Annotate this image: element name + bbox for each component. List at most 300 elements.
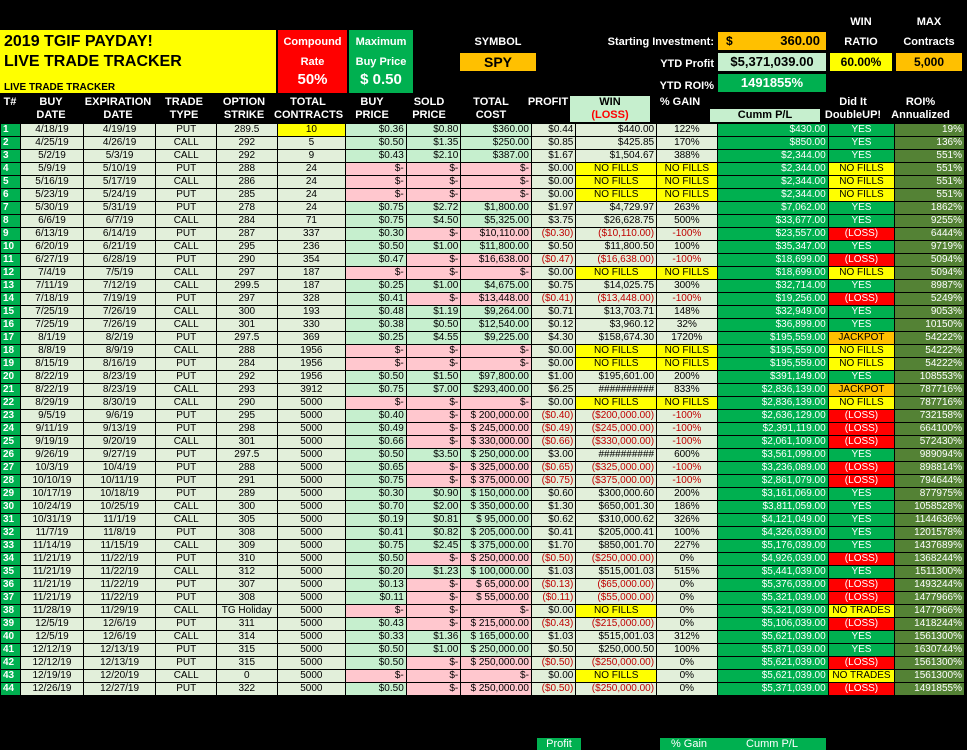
- cell[interactable]: 315: [217, 657, 278, 670]
- cell[interactable]: 136%: [895, 137, 965, 150]
- cell[interactable]: PUT: [156, 657, 217, 670]
- cell[interactable]: 7: [1, 202, 21, 215]
- cell[interactable]: ##########: [576, 449, 657, 462]
- cell[interactable]: $515,001.03: [576, 566, 657, 579]
- cell[interactable]: 11/28/19: [21, 605, 84, 618]
- cell[interactable]: 300: [217, 501, 278, 514]
- cell[interactable]: $-: [406, 423, 461, 436]
- cell[interactable]: $5,371,039.00: [717, 683, 828, 696]
- cell[interactable]: $0.90: [406, 488, 461, 501]
- cell[interactable]: 9/6/19: [83, 410, 156, 423]
- cell[interactable]: $0.62: [531, 514, 575, 527]
- cell[interactable]: $293,400.00: [461, 384, 532, 397]
- cell[interactable]: $19,256.00: [717, 293, 828, 306]
- cell[interactable]: 0%: [657, 683, 718, 696]
- cell[interactable]: YES: [828, 527, 895, 540]
- cell[interactable]: PUT: [156, 579, 217, 592]
- cell[interactable]: 311: [217, 618, 278, 631]
- table-row[interactable]: [1, 436, 965, 449]
- cell[interactable]: 297: [217, 267, 278, 280]
- cell[interactable]: 11/8/19: [83, 527, 156, 540]
- table-row[interactable]: [1, 202, 965, 215]
- cell[interactable]: $32,714.00: [717, 280, 828, 293]
- cell[interactable]: 5/10/19: [83, 163, 156, 176]
- cell[interactable]: -100%: [657, 293, 718, 306]
- cell[interactable]: 310: [217, 553, 278, 566]
- cell[interactable]: 10/18/19: [83, 488, 156, 501]
- cell[interactable]: 187: [277, 267, 346, 280]
- cell[interactable]: 5000: [277, 618, 346, 631]
- cell[interactable]: NO FILLS: [576, 189, 657, 202]
- cell[interactable]: $3,561,099.00: [717, 449, 828, 462]
- cell[interactable]: 187: [277, 280, 346, 293]
- table-row[interactable]: [1, 553, 965, 566]
- cell[interactable]: 8/8/19: [21, 345, 84, 358]
- cell[interactable]: $35,347.00: [717, 241, 828, 254]
- cell[interactable]: 11/7/19: [21, 527, 84, 540]
- cell[interactable]: 1493244%: [895, 579, 965, 592]
- cell[interactable]: 24: [277, 189, 346, 202]
- cell[interactable]: 299.5: [217, 280, 278, 293]
- cell[interactable]: 4: [1, 163, 21, 176]
- cell[interactable]: 1: [1, 124, 21, 137]
- cell[interactable]: 40: [1, 631, 21, 644]
- cell[interactable]: $0.75: [346, 215, 407, 228]
- cell[interactable]: $1.03: [531, 631, 575, 644]
- cell[interactable]: NO FILLS: [576, 358, 657, 371]
- table-row[interactable]: [1, 670, 965, 683]
- max-contracts-value[interactable]: 5,000: [896, 53, 962, 71]
- cell[interactable]: 284: [217, 358, 278, 371]
- cell[interactable]: -100%: [657, 410, 718, 423]
- cell[interactable]: NO FILLS: [657, 358, 718, 371]
- cell[interactable]: 5000: [277, 657, 346, 670]
- cell[interactable]: 11/22/19: [83, 553, 156, 566]
- cell[interactable]: CALL: [156, 345, 217, 358]
- cell[interactable]: $1.36: [406, 631, 461, 644]
- cell[interactable]: $0.49: [346, 423, 407, 436]
- cell[interactable]: 32: [1, 527, 21, 540]
- cell[interactable]: -100%: [657, 475, 718, 488]
- cell[interactable]: 292: [217, 150, 278, 163]
- cell[interactable]: 5000: [277, 475, 346, 488]
- table-row[interactable]: [1, 189, 965, 202]
- cell[interactable]: 0%: [657, 579, 718, 592]
- cell[interactable]: 328: [277, 293, 346, 306]
- cell[interactable]: 877975%: [895, 488, 965, 501]
- cell[interactable]: $0.43: [346, 618, 407, 631]
- cell[interactable]: $0.82: [406, 527, 461, 540]
- cell[interactable]: $13,448.00: [461, 293, 532, 306]
- cell[interactable]: ($0.65): [531, 462, 575, 475]
- cell[interactable]: 0%: [657, 657, 718, 670]
- cell[interactable]: $0.50: [346, 137, 407, 150]
- cell[interactable]: $ 100,000.00: [461, 566, 532, 579]
- cell[interactable]: PUT: [156, 163, 217, 176]
- cell[interactable]: PUT: [156, 462, 217, 475]
- cell[interactable]: 11/15/19: [83, 540, 156, 553]
- cell[interactable]: CALL: [156, 176, 217, 189]
- table-row[interactable]: [1, 527, 965, 540]
- cell[interactable]: (LOSS): [828, 475, 895, 488]
- cell[interactable]: $0.75: [346, 202, 407, 215]
- cell[interactable]: $2,061,109.00: [717, 436, 828, 449]
- cell[interactable]: 28: [1, 475, 21, 488]
- cell[interactable]: 12: [1, 267, 21, 280]
- cell[interactable]: ($0.50): [531, 657, 575, 670]
- cell[interactable]: 236: [277, 241, 346, 254]
- cell[interactable]: 6/21/19: [83, 241, 156, 254]
- cell[interactable]: 34: [1, 553, 21, 566]
- cell[interactable]: $-: [406, 462, 461, 475]
- cell[interactable]: 193: [277, 306, 346, 319]
- cell[interactable]: 0%: [657, 605, 718, 618]
- cell[interactable]: JACKPOT: [828, 332, 895, 345]
- cell[interactable]: $440.00: [576, 124, 657, 137]
- cell[interactable]: 8/16/19: [83, 358, 156, 371]
- cell[interactable]: 284: [217, 215, 278, 228]
- cell[interactable]: 388%: [657, 150, 718, 163]
- cell[interactable]: 7/5/19: [83, 267, 156, 280]
- cell[interactable]: 5000: [277, 540, 346, 553]
- cell[interactable]: PUT: [156, 228, 217, 241]
- cell[interactable]: 12/12/19: [21, 657, 84, 670]
- cell[interactable]: 41: [1, 644, 21, 657]
- table-row[interactable]: [1, 475, 965, 488]
- cell[interactable]: $ 55,000.00: [461, 592, 532, 605]
- cell[interactable]: 1144636%: [895, 514, 965, 527]
- cell[interactable]: 9/19/19: [21, 436, 84, 449]
- cell[interactable]: ($0.47): [531, 254, 575, 267]
- cell[interactable]: 11/21/19: [21, 592, 84, 605]
- cell[interactable]: 297.5: [217, 332, 278, 345]
- cell[interactable]: $5,321,039.00: [717, 592, 828, 605]
- cell[interactable]: $195,559.00: [717, 345, 828, 358]
- cell[interactable]: $1.19: [406, 306, 461, 319]
- cell[interactable]: $850,001.70: [576, 540, 657, 553]
- cell[interactable]: 19%: [895, 124, 965, 137]
- cell[interactable]: $0.85: [531, 137, 575, 150]
- cell[interactable]: $0.25: [346, 280, 407, 293]
- cell[interactable]: $-: [406, 397, 461, 410]
- cell[interactable]: $2,391,119.00: [717, 423, 828, 436]
- table-row[interactable]: [1, 267, 965, 280]
- cell[interactable]: 22: [1, 397, 21, 410]
- cell[interactable]: 308: [217, 527, 278, 540]
- cell[interactable]: $515,001.03: [576, 631, 657, 644]
- cell[interactable]: 326%: [657, 514, 718, 527]
- cell[interactable]: ($0.11): [531, 592, 575, 605]
- cell[interactable]: $0.41: [531, 527, 575, 540]
- cell[interactable]: 12/12/19: [21, 644, 84, 657]
- cell[interactable]: YES: [828, 306, 895, 319]
- cell[interactable]: YES: [828, 280, 895, 293]
- table-row[interactable]: [1, 618, 965, 631]
- cell[interactable]: $5,621,039.00: [717, 657, 828, 670]
- cell[interactable]: $7.00: [406, 384, 461, 397]
- cell[interactable]: $-: [461, 397, 532, 410]
- cell[interactable]: 7/4/19: [21, 267, 84, 280]
- table-row[interactable]: [1, 488, 965, 501]
- cell[interactable]: $0.20: [346, 566, 407, 579]
- cell[interactable]: ($16,638.00): [576, 254, 657, 267]
- cell[interactable]: -100%: [657, 436, 718, 449]
- cell[interactable]: 572430%: [895, 436, 965, 449]
- cell[interactable]: 0%: [657, 592, 718, 605]
- cell[interactable]: 12/19/19: [21, 670, 84, 683]
- cell[interactable]: $-: [346, 397, 407, 410]
- cell[interactable]: NO FILLS: [576, 605, 657, 618]
- cell[interactable]: 0%: [657, 670, 718, 683]
- table-row[interactable]: [1, 215, 965, 228]
- cell[interactable]: $-: [406, 436, 461, 449]
- cell[interactable]: 24: [277, 176, 346, 189]
- table-row[interactable]: [1, 280, 965, 293]
- cell[interactable]: $0.43: [346, 150, 407, 163]
- cell[interactable]: 5000: [277, 566, 346, 579]
- cell[interactable]: 1477966%: [895, 592, 965, 605]
- cell[interactable]: $1.03: [531, 566, 575, 579]
- cell[interactable]: 307: [217, 579, 278, 592]
- cell[interactable]: $387.00: [461, 150, 532, 163]
- cell[interactable]: $ 215,000.00: [461, 618, 532, 631]
- cell[interactable]: $5,871,039.00: [717, 644, 828, 657]
- cell[interactable]: 10/24/19: [21, 501, 84, 514]
- cell[interactable]: $250,000.50: [576, 644, 657, 657]
- cell[interactable]: 551%: [895, 163, 965, 176]
- cell[interactable]: 286: [217, 176, 278, 189]
- cell[interactable]: NO FILLS: [657, 397, 718, 410]
- cell[interactable]: $195,559.00: [717, 332, 828, 345]
- cell[interactable]: $10,110.00: [461, 228, 532, 241]
- cell[interactable]: $ 375,000.00: [461, 475, 532, 488]
- cell[interactable]: 10: [277, 124, 346, 137]
- cell[interactable]: ($0.41): [531, 293, 575, 306]
- cell[interactable]: $0.11: [346, 592, 407, 605]
- cell[interactable]: $-: [406, 670, 461, 683]
- table-row[interactable]: [1, 683, 965, 696]
- cell[interactable]: $4.55: [406, 332, 461, 345]
- cell[interactable]: $0.00: [531, 176, 575, 189]
- cell[interactable]: $36,899.00: [717, 319, 828, 332]
- cell[interactable]: 32%: [657, 319, 718, 332]
- cell[interactable]: $0.50: [346, 657, 407, 670]
- cell[interactable]: $32,949.00: [717, 306, 828, 319]
- cell[interactable]: 12/5/19: [21, 631, 84, 644]
- cell[interactable]: ($55,000.00): [576, 592, 657, 605]
- cell[interactable]: 5000: [277, 683, 346, 696]
- cell[interactable]: $0.60: [531, 488, 575, 501]
- cell[interactable]: $0.00: [531, 189, 575, 202]
- cell[interactable]: 1561300%: [895, 631, 965, 644]
- table-row[interactable]: [1, 150, 965, 163]
- cell[interactable]: $18,699.00: [717, 267, 828, 280]
- cell[interactable]: 10/25/19: [83, 501, 156, 514]
- cell[interactable]: 27: [1, 462, 21, 475]
- table-row[interactable]: [1, 540, 965, 553]
- cell[interactable]: $-: [406, 410, 461, 423]
- cell[interactable]: $4,675.00: [461, 280, 532, 293]
- cell[interactable]: PUT: [156, 371, 217, 384]
- cell[interactable]: 301: [217, 319, 278, 332]
- table-row[interactable]: [1, 423, 965, 436]
- cell[interactable]: $ 375,000.00: [461, 540, 532, 553]
- cell[interactable]: $0.71: [531, 306, 575, 319]
- cell[interactable]: $-: [406, 579, 461, 592]
- cell[interactable]: 10/31/19: [21, 514, 84, 527]
- cell[interactable]: 44: [1, 683, 21, 696]
- table-row[interactable]: [1, 384, 965, 397]
- cell[interactable]: 287: [217, 228, 278, 241]
- cell[interactable]: 12/20/19: [83, 670, 156, 683]
- table-row[interactable]: [1, 410, 965, 423]
- cell[interactable]: $0.50: [346, 371, 407, 384]
- cell[interactable]: $5,176,039.00: [717, 540, 828, 553]
- cell[interactable]: NO FILLS: [828, 345, 895, 358]
- cell[interactable]: $13,703.71: [576, 306, 657, 319]
- starting-investment-value[interactable]: [718, 32, 826, 50]
- cell[interactable]: 5000: [277, 449, 346, 462]
- cell[interactable]: $0.81: [406, 514, 461, 527]
- table-row[interactable]: [1, 332, 965, 345]
- cell[interactable]: 11/29/19: [83, 605, 156, 618]
- cell[interactable]: $ 350,000.00: [461, 501, 532, 514]
- cell[interactable]: $0.75: [346, 540, 407, 553]
- cell[interactable]: $3,811,059.00: [717, 501, 828, 514]
- cell[interactable]: CALL: [156, 436, 217, 449]
- cell[interactable]: $4,729.97: [576, 202, 657, 215]
- cell[interactable]: (LOSS): [828, 618, 895, 631]
- cell[interactable]: 8/2/19: [83, 332, 156, 345]
- cell[interactable]: ($200,000.00): [576, 410, 657, 423]
- cell[interactable]: 8/29/19: [21, 397, 84, 410]
- cell[interactable]: $3.50: [406, 449, 461, 462]
- cell[interactable]: 0: [217, 670, 278, 683]
- table-row[interactable]: [1, 501, 965, 514]
- cell[interactable]: $0.50: [531, 644, 575, 657]
- cell[interactable]: YES: [828, 644, 895, 657]
- cell[interactable]: 295: [217, 241, 278, 254]
- cell[interactable]: 290: [217, 397, 278, 410]
- cell[interactable]: $-: [346, 345, 407, 358]
- cell[interactable]: 9719%: [895, 241, 965, 254]
- cell[interactable]: NO FILLS: [576, 267, 657, 280]
- cell[interactable]: 5: [277, 137, 346, 150]
- cell[interactable]: 5000: [277, 397, 346, 410]
- cell[interactable]: 10/17/19: [21, 488, 84, 501]
- cell[interactable]: 7/18/19: [21, 293, 84, 306]
- cell[interactable]: $205,000.41: [576, 527, 657, 540]
- cell[interactable]: $250.00: [461, 137, 532, 150]
- cell[interactable]: 7/26/19: [83, 319, 156, 332]
- cell[interactable]: 5/3/19: [83, 150, 156, 163]
- cell[interactable]: $0.00: [531, 163, 575, 176]
- cell[interactable]: 8/22/19: [21, 371, 84, 384]
- cell[interactable]: NO FILLS: [657, 176, 718, 189]
- cell[interactable]: 37: [1, 592, 21, 605]
- cell[interactable]: $5,376,039.00: [717, 579, 828, 592]
- cell[interactable]: ($10,110.00): [576, 228, 657, 241]
- table-row[interactable]: [1, 124, 965, 137]
- cell[interactable]: NO TRADES: [828, 605, 895, 618]
- table-row[interactable]: [1, 579, 965, 592]
- cell[interactable]: CALL: [156, 150, 217, 163]
- cell[interactable]: NO FILLS: [576, 397, 657, 410]
- cell[interactable]: YES: [828, 215, 895, 228]
- cell[interactable]: 3912: [277, 384, 346, 397]
- cell[interactable]: (LOSS): [828, 228, 895, 241]
- cell[interactable]: ($0.30): [531, 228, 575, 241]
- cell[interactable]: $-: [406, 553, 461, 566]
- cell[interactable]: CALL: [156, 319, 217, 332]
- cell[interactable]: $425.85: [576, 137, 657, 150]
- cell[interactable]: 8/9/19: [83, 345, 156, 358]
- cell[interactable]: 5000: [277, 670, 346, 683]
- cell[interactable]: $158,674.30: [576, 332, 657, 345]
- cell[interactable]: PUT: [156, 488, 217, 501]
- table-row[interactable]: [1, 566, 965, 579]
- cell[interactable]: $14,025.75: [576, 280, 657, 293]
- cell[interactable]: 5000: [277, 423, 346, 436]
- cell[interactable]: 29: [1, 488, 21, 501]
- cell[interactable]: 288: [217, 163, 278, 176]
- cell[interactable]: 1956: [277, 371, 346, 384]
- cell[interactable]: 54222%: [895, 358, 965, 371]
- cell[interactable]: 5000: [277, 462, 346, 475]
- cell[interactable]: $0.65: [346, 462, 407, 475]
- cell[interactable]: 312: [217, 566, 278, 579]
- cell[interactable]: 369: [277, 332, 346, 345]
- cell[interactable]: $0.50: [346, 683, 407, 696]
- cell[interactable]: $3.00: [531, 449, 575, 462]
- cell[interactable]: 1201578%: [895, 527, 965, 540]
- cell[interactable]: 8987%: [895, 280, 965, 293]
- cell[interactable]: NO FILLS: [576, 670, 657, 683]
- cell[interactable]: $0.50: [346, 241, 407, 254]
- cell[interactable]: $2.72: [406, 202, 461, 215]
- cell[interactable]: NO TRADES: [828, 670, 895, 683]
- cell[interactable]: $1.70: [531, 540, 575, 553]
- table-row[interactable]: [1, 657, 965, 670]
- cell[interactable]: 11/22/19: [83, 566, 156, 579]
- cell[interactable]: 6/7/19: [83, 215, 156, 228]
- cell[interactable]: 11/14/19: [21, 540, 84, 553]
- cell[interactable]: $300,000.60: [576, 488, 657, 501]
- cell[interactable]: CALL: [156, 540, 217, 553]
- cell[interactable]: $0.80: [406, 124, 461, 137]
- cell[interactable]: $-: [346, 670, 407, 683]
- cell[interactable]: $1.00: [406, 241, 461, 254]
- cell[interactable]: -100%: [657, 423, 718, 436]
- table-row[interactable]: [1, 514, 965, 527]
- cell[interactable]: $2.10: [406, 150, 461, 163]
- cell[interactable]: ($0.75): [531, 475, 575, 488]
- cell[interactable]: $ 200,000.00: [461, 410, 532, 423]
- cell[interactable]: $ 245,000.00: [461, 423, 532, 436]
- cell[interactable]: PUT: [156, 618, 217, 631]
- cell[interactable]: 11/21/19: [21, 553, 84, 566]
- cell[interactable]: 9255%: [895, 215, 965, 228]
- cell[interactable]: 300%: [657, 280, 718, 293]
- cell[interactable]: 9: [277, 150, 346, 163]
- cell[interactable]: 337: [277, 228, 346, 241]
- cell[interactable]: CALL: [156, 241, 217, 254]
- cell[interactable]: $0.50: [531, 241, 575, 254]
- cell[interactable]: $0.50: [346, 449, 407, 462]
- cell[interactable]: 10/4/19: [83, 462, 156, 475]
- cell[interactable]: 11/22/19: [83, 592, 156, 605]
- cell[interactable]: 25: [1, 436, 21, 449]
